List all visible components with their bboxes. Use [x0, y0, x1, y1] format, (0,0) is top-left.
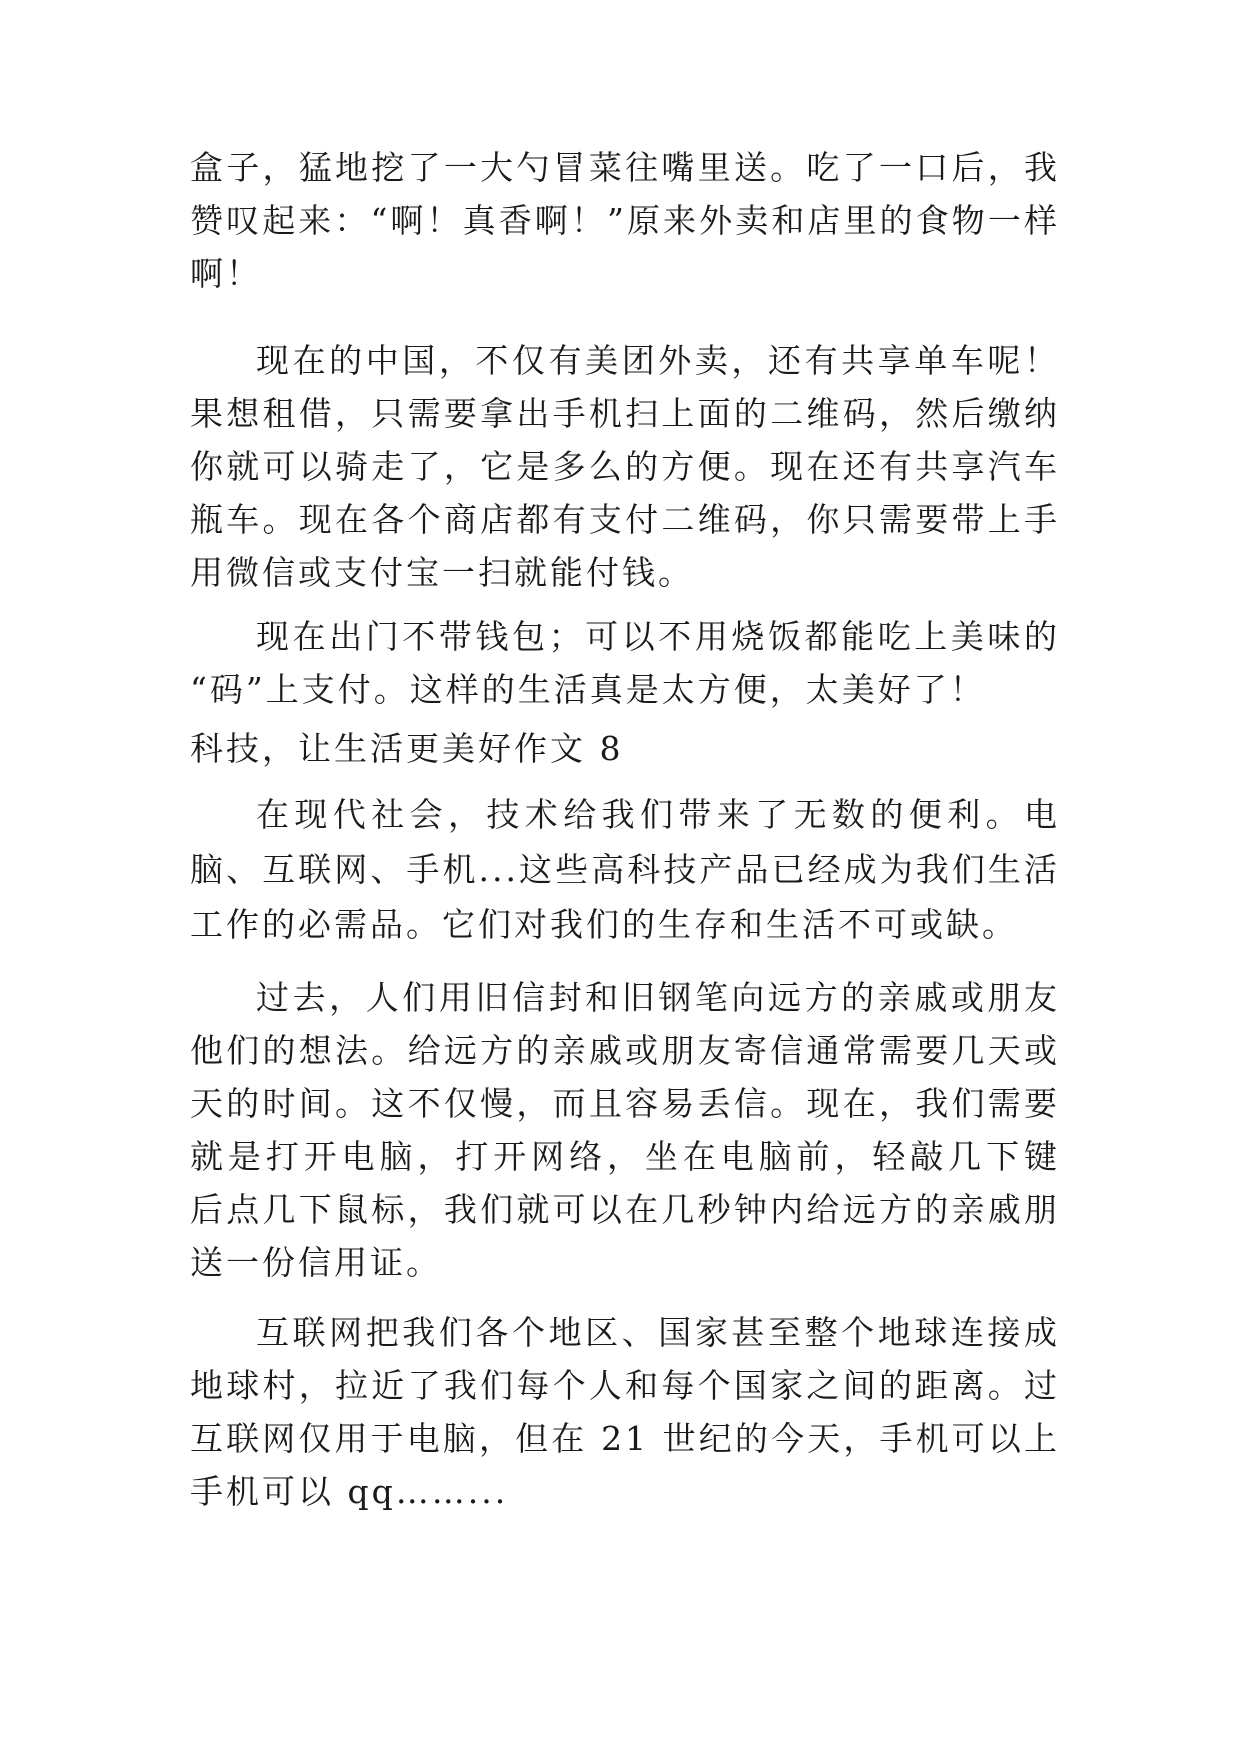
paragraph-line: 后点几下鼠标，我们就可以在几秒钟内给远方的亲戚朋	[190, 1190, 1060, 1229]
paragraph-line: 脑、互联网、手机...这些高科技产品已经成为我们生活	[190, 850, 1060, 889]
paragraph-line: 工作的必需品。它们对我们的生存和生活不可或缺。	[190, 905, 1018, 944]
paragraph-line: 送一份信用证。	[190, 1243, 442, 1282]
paragraph-line: 在现代社会，技术给我们带来了无数的便利。电	[256, 795, 1060, 834]
paragraph-line: 地球村，拉近了我们每个人和每个国家之间的距离。过	[190, 1366, 1060, 1405]
paragraph-line: 你就可以骑走了，它是多么的方便。现在还有共享汽车	[190, 447, 1060, 486]
paragraph-line: 现在的中国，不仅有美团外卖，还有共享单车呢！	[256, 341, 1060, 380]
paragraph-line: 用微信或支付宝一扫就能付钱。	[190, 553, 694, 592]
paragraph-line: 盒子，猛地挖了一大勺冒菜往嘴里送。吃了一口后，我	[190, 148, 1060, 187]
paragraph-line: 啊！	[190, 254, 262, 293]
paragraph-line: 现在出门不带钱包；可以不用烧饭都能吃上美味的	[256, 617, 1060, 656]
paragraph-line: 手机可以 qq……...	[190, 1472, 509, 1511]
paragraph-line: “码”上支付。这样的生活真是太方便，太美好了！	[190, 670, 986, 709]
paragraph-line: 瓶车。现在各个商店都有支付二维码，你只需要带上手	[190, 500, 1060, 539]
paragraph-line: 就是打开电脑，打开网络，坐在电脑前，轻敲几下键	[190, 1137, 1060, 1176]
paragraph-line: 果想租借，只需要拿出手机扫上面的二维码，然后缴纳	[190, 394, 1060, 433]
paragraph-line: 天的时间。这不仅慢，而且容易丢信。现在，我们需要	[190, 1084, 1060, 1123]
paragraph-line: 互联网仅用于电脑，但在 21 世纪的今天，手机可以上	[190, 1419, 1060, 1458]
paragraph-line: 他们的想法。给远方的亲戚或朋友寄信通常需要几天或	[190, 1031, 1060, 1070]
paragraph-line: 赞叹起来：“啊！真香啊！”原来外卖和店里的食物一样	[190, 201, 1060, 240]
paragraph-line: 互联网把我们各个地区、国家甚至整个地球连接成	[256, 1313, 1060, 1352]
paragraph-line: 过去，人们用旧信封和旧钢笔向远方的亲戚或朋友	[256, 978, 1060, 1017]
section-heading: 科技，让生活更美好作文 8	[190, 729, 624, 768]
